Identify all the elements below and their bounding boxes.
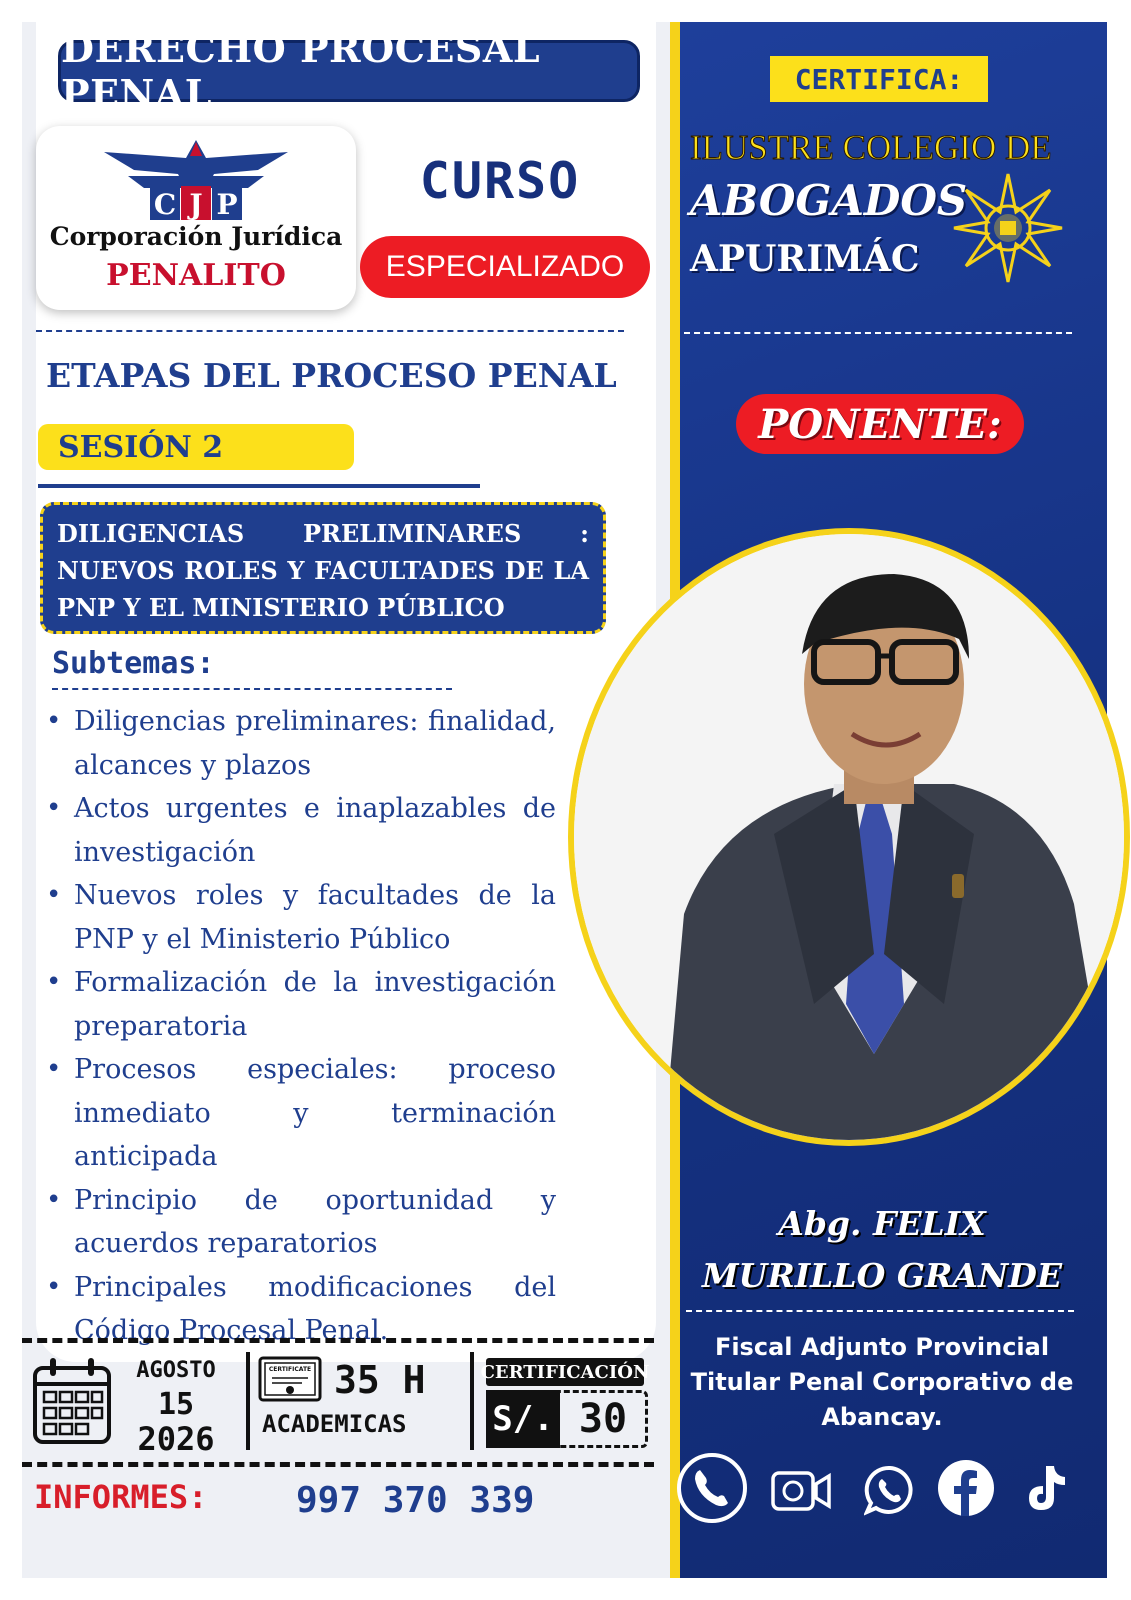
divider	[22, 1338, 654, 1343]
eagle-emblem-icon	[98, 136, 294, 226]
certificate-icon	[258, 1356, 322, 1402]
logo-letter-c: C	[153, 188, 177, 221]
price-currency: S/.	[486, 1390, 560, 1448]
price-value: 30	[578, 1396, 628, 1442]
speaker-role: Fiscal Adjunto Provincial Titular Penal Corporativo de Abancay.	[690, 1333, 1074, 1431]
certifier-line3: APURIMÁC	[690, 238, 920, 280]
list-item: • Nuevos roles y facultades de la PNP y el Ministerio Público	[44, 874, 556, 961]
list-item: • Diligencias preliminares: finalidad, alcances y plazos	[44, 700, 556, 787]
logo-name-line2: PENALITO	[106, 258, 286, 293]
speaker-label: PONENTE:	[736, 394, 1024, 454]
phone-icon[interactable]	[676, 1452, 748, 1524]
certification-label: CERTIFICACIÓN	[486, 1358, 644, 1386]
subtopics-heading: Subtemas:	[52, 646, 215, 681]
course-title-banner: DERECHO PROCESAL PENAL	[58, 40, 640, 102]
whatsapp-icon[interactable]	[864, 1464, 916, 1516]
hours-value: 35 H	[334, 1358, 426, 1402]
logo-letter-j: J	[189, 188, 203, 221]
event-year: 2026	[137, 1420, 215, 1458]
speaker-name-line2: MURILLO GRANDE	[702, 1256, 1062, 1295]
speaker-name-line1: Abg. FELIX	[778, 1204, 986, 1243]
bar-association-seal-icon	[952, 172, 1064, 284]
tiktok-icon[interactable]	[1022, 1462, 1068, 1514]
list-item: • Principio de oportunidad y acuerdos reparatorios	[44, 1179, 556, 1266]
divider	[686, 1310, 1074, 1312]
divider	[38, 484, 480, 488]
divider	[684, 332, 1072, 334]
subtopics-list	[44, 700, 556, 1353]
contact-phone[interactable]: 997 370 339	[296, 1480, 535, 1521]
event-month: AGOSTO	[136, 1358, 216, 1383]
hours-label: ACADEMICAS	[262, 1410, 407, 1438]
certificate-icon-label: CERTIFICATE	[268, 1366, 312, 1373]
contact-label: INFORMES:	[34, 1478, 208, 1516]
module-title: ETAPAS DEL PROCESO PENAL	[46, 356, 617, 395]
speaker-name	[680, 1198, 1084, 1302]
certifier-line2: ABOGADOS	[690, 176, 968, 225]
list-item: • Procesos especiales: proceso inmediato y terminación anticipada	[44, 1048, 556, 1179]
divider	[246, 1352, 250, 1450]
divider	[470, 1352, 474, 1450]
list-item: • Principales modificaciones del Código Procesal Penal.	[44, 1266, 556, 1353]
session-badge: SESIÓN 2	[38, 424, 354, 470]
course-level-badge: ESPECIALIZADO	[360, 236, 650, 298]
video-call-icon[interactable]	[770, 1468, 832, 1514]
list-item: • Formalización de la investigación preparatoria	[44, 961, 556, 1048]
calendar-icon	[32, 1356, 112, 1446]
speaker-portrait-icon	[574, 534, 1124, 1140]
session-topic-box: DILIGENCIAS PRELIMINARES : NUEVOS ROLES Y FACULTADES DE LA PNP Y EL MINISTERIO PÚBLICO	[40, 502, 606, 634]
certifier-line1: ILUSTRE COLEGIO DE	[690, 128, 1052, 167]
divider	[36, 330, 624, 332]
list-item: • Actos urgentes e inaplazables de investigación	[44, 787, 556, 874]
logo-name-line1: Corporación Jurídica	[49, 222, 343, 251]
facebook-icon[interactable]	[936, 1458, 996, 1518]
event-date	[120, 1354, 232, 1456]
event-day: 15	[157, 1387, 195, 1422]
divider	[52, 688, 452, 690]
speaker-photo	[568, 528, 1130, 1146]
organization-logo	[36, 126, 356, 310]
course-type-label: CURSO	[419, 152, 581, 210]
certifies-label: CERTIFICA:	[770, 56, 988, 102]
divider	[22, 1462, 654, 1467]
logo-letter-p: P	[216, 188, 238, 221]
